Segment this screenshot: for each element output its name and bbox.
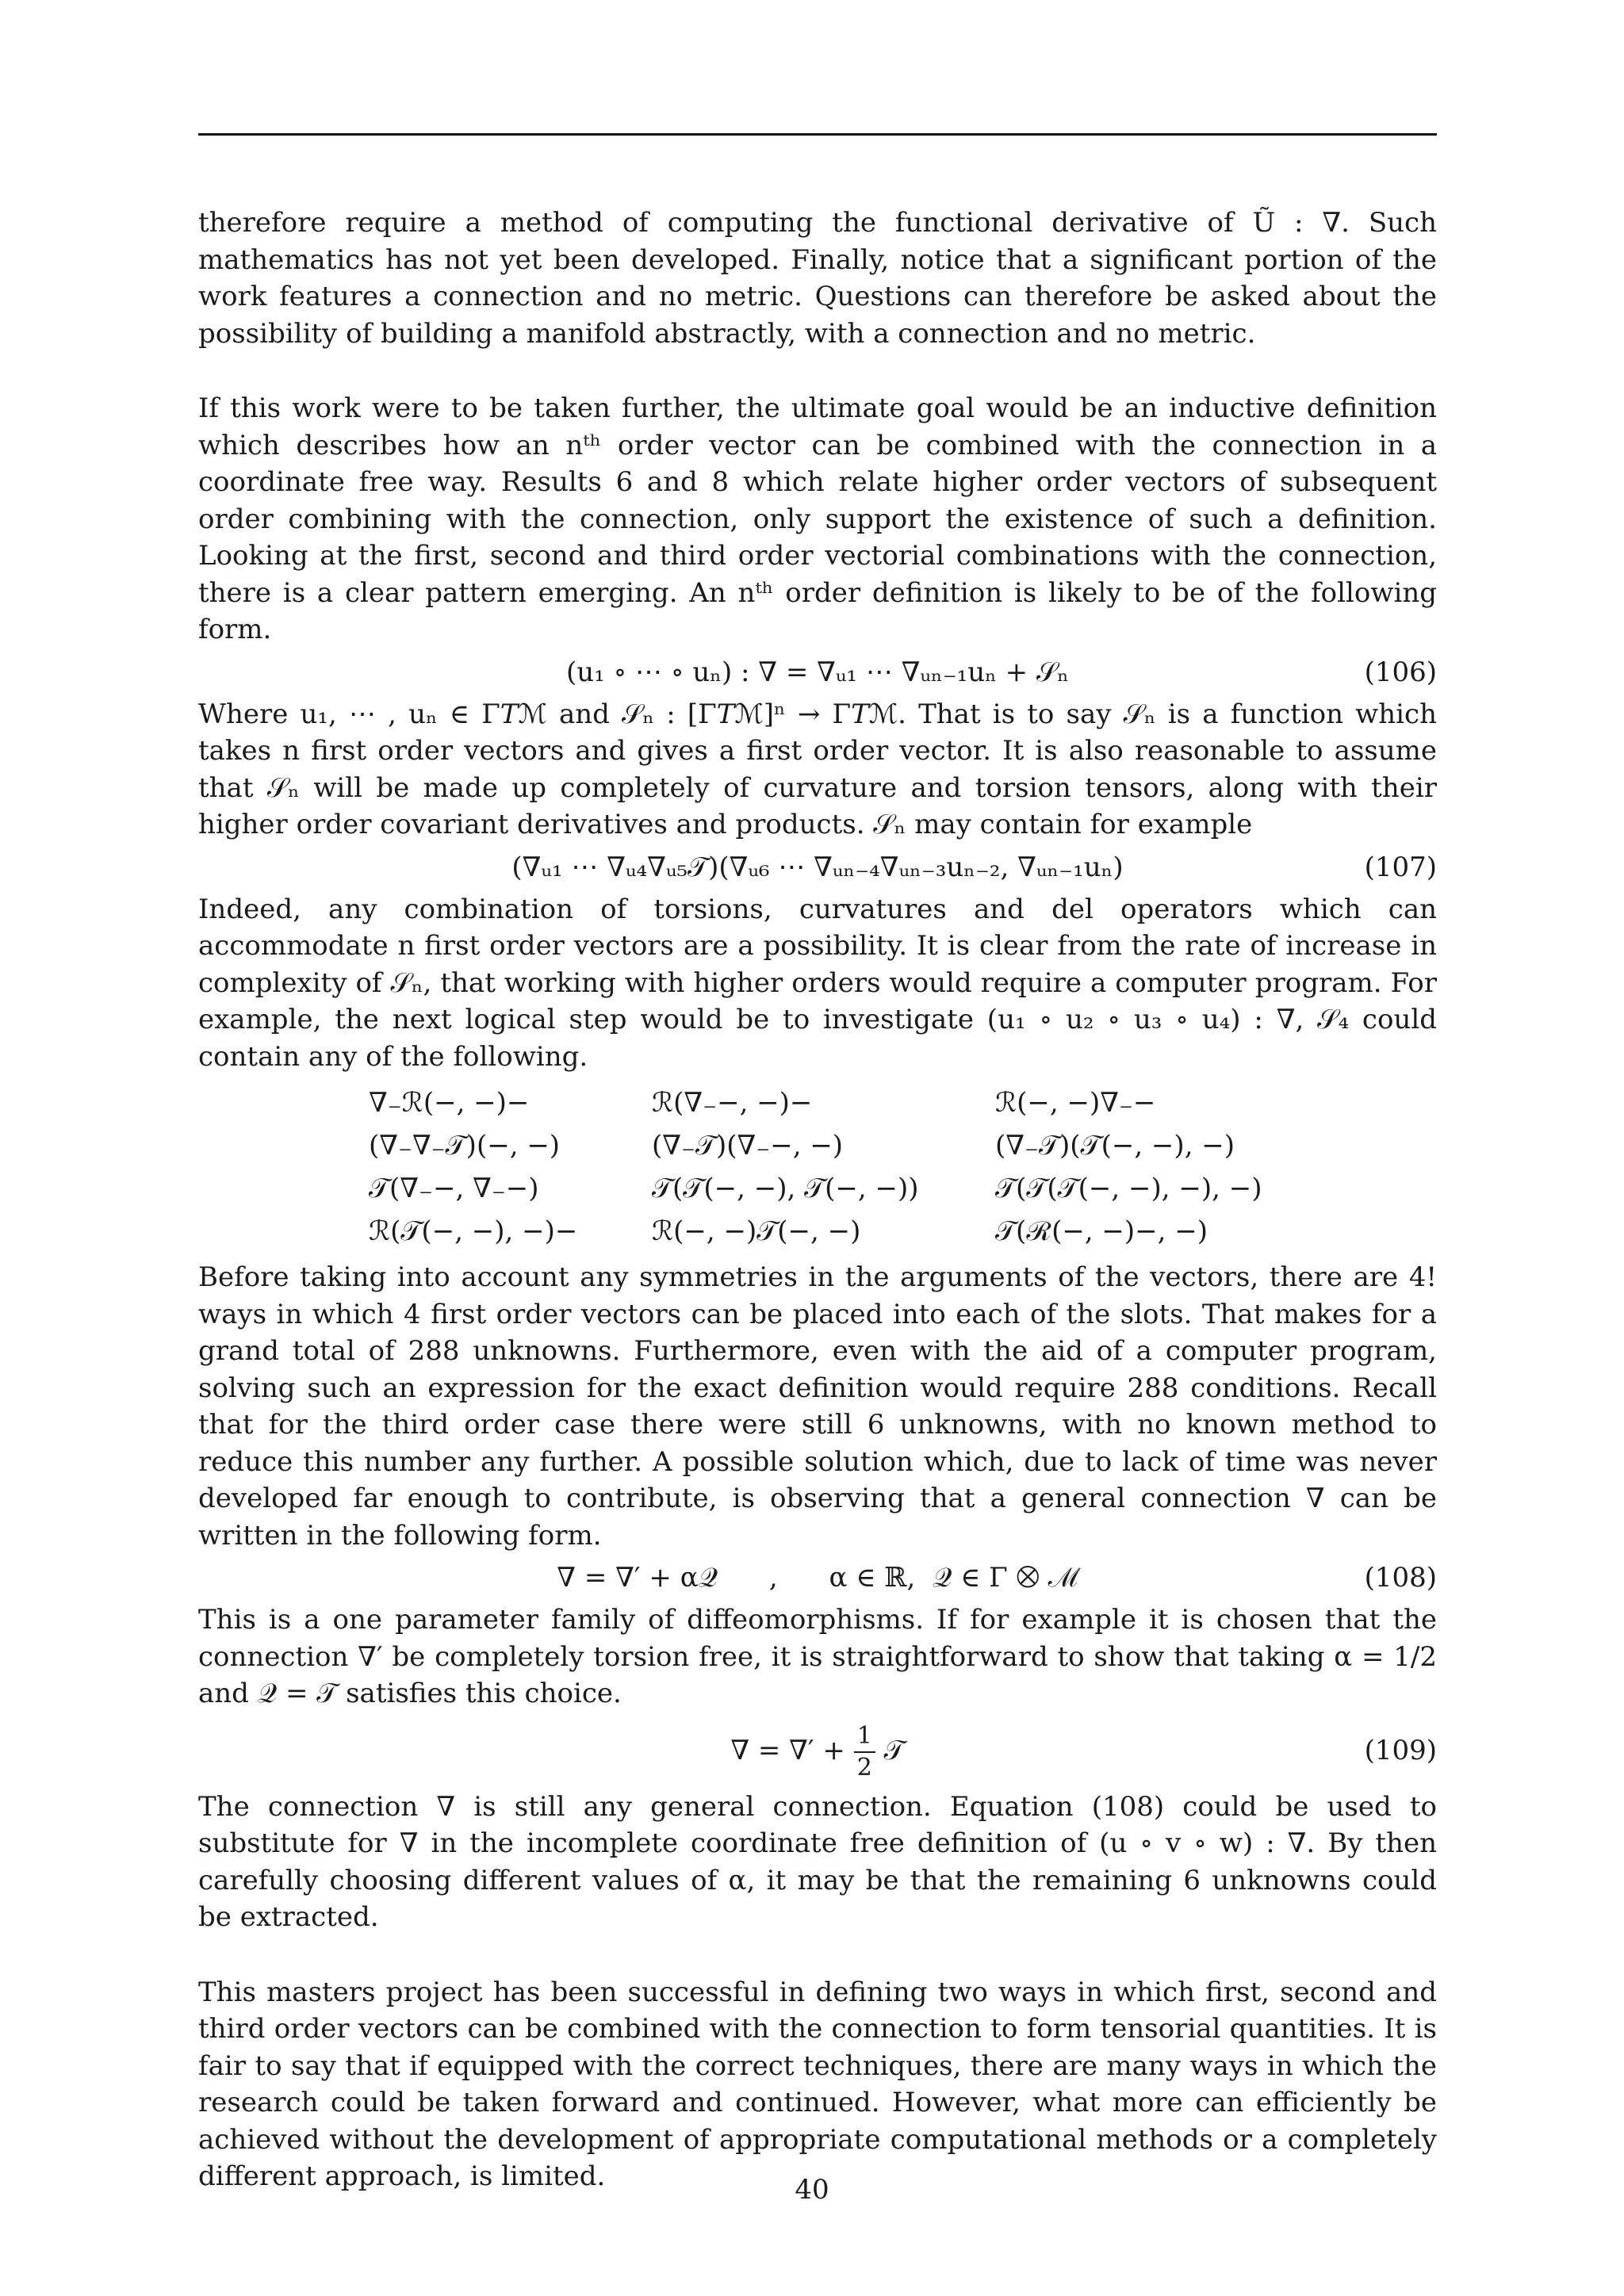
- equation-number: (109): [1364, 1734, 1437, 1766]
- fraction-denominator: 2: [856, 1753, 872, 1781]
- page-body: [198, 205, 1437, 2195]
- equation-expression: ∇ = ∇′ + α𝒬 , α ∈ ℝ, 𝒬 ∈ Γ ⨂ ℳ: [557, 1562, 1078, 1594]
- term: ℛ(∇₋−, −)−: [652, 1087, 813, 1119]
- paragraph: Where u₁, ⋯ , uₙ ∈ Γ𝑇ℳ and 𝒮ₙ : [Γ𝑇ℳ]ⁿ → Γ𝑇ℳ. That is to say 𝒮ₙ is a function which takes n first order vectors and gives a first order vector. It is also reasonable to assume that 𝒮ₙ will be made up completely of curvature and torsion tensors, along with their higher order covariant derivatives and products. 𝒮ₙ may contain for example: [198, 698, 1437, 840]
- equation-lhs: ∇ = ∇′ +: [730, 1734, 845, 1766]
- term: 𝒯(𝒯(𝒯(−, −), −), −): [995, 1173, 1262, 1204]
- paragraph: This masters project has been successful in defining two ways in which first, second and third order vectors can be combined with the connection to form tensorial quantities. It is fair to say that if equipped with the correct techniques, there are many ways in which the research could be taken forward and continued. However, what more can efficiently be achieved without the development of appropriate computational methods or a completely different approach, is limited.: [198, 1976, 1437, 2192]
- equation-expression: (∇ᵤ₁ ⋯ ∇ᵤ₄∇ᵤ₅𝒯)(∇ᵤ₆ ⋯ ∇ᵤₙ₋₄∇ᵤₙ₋₃uₙ₋₂, ∇ᵤₙ₋₁uₙ): [511, 851, 1124, 883]
- fraction: [854, 1721, 875, 1783]
- paragraph: therefore require a method of computing the functional derivative of Ũ : ∇. Such mathematics has not yet been developed. Finally, notice that a significant portion of the work features a connection and no metric. Questions can therefore be asked about the possibility of building a manifold abstractly, with a connection and no metric.: [198, 207, 1437, 350]
- term: (∇₋𝒯)(∇₋−, −): [652, 1130, 844, 1161]
- term-row: [198, 1081, 1437, 1124]
- term: 𝒯(∇₋−, ∇₋−): [369, 1173, 539, 1204]
- equation-107: [198, 844, 1437, 891]
- page-number: 40: [795, 2174, 829, 2206]
- term-row: [198, 1124, 1437, 1167]
- term-row: [198, 1210, 1437, 1253]
- equation-number: (107): [1364, 851, 1437, 883]
- fraction-numerator: 1: [854, 1721, 875, 1753]
- equation-number: (106): [1364, 656, 1437, 688]
- paragraph: The connection ∇ is still any general connection. Equation (108) could be used to substitute for ∇ in the incomplete coordinate free definition of (u ∘ v ∘ w) : ∇. By then carefully choosing different values of α, it may be that the remaining 6 unknowns could be extracted.: [198, 1790, 1437, 1933]
- term: (∇₋𝒯)(𝒯(−, −), −): [995, 1130, 1235, 1161]
- term: ℛ(−, −)𝒯(−, −): [652, 1215, 861, 1247]
- paragraph: Before taking into account any symmetries in the arguments of the vectors, there are 4! ways in which 4 first order vectors can be placed into each of the slots. That makes for a grand total of 288 unknowns. Furthermore, even with the aid of a computer program, solving such an expression for the exact definition would require 288 conditions. Recall that for the third order case there were still 6 unknowns, with no known method to reduce this number any further. A possible solution which, due to lack of time was never developed far enough to contribute, is observing that a general connection ∇ can be written in the following form.: [198, 1261, 1437, 1552]
- term: 𝒯(𝒯(−, −), 𝒯(−, −)): [652, 1173, 919, 1204]
- equation-expression: (u₁ ∘ ⋯ ∘ uₙ) : ∇ = ∇ᵤ₁ ⋯ ∇ᵤₙ₋₁uₙ + 𝒮ₙ: [565, 656, 1070, 688]
- header-rule: [198, 133, 1437, 136]
- term: (∇₋∇₋𝒯)(−, −): [369, 1130, 561, 1161]
- term: ℛ(−, −)∇₋−: [995, 1087, 1156, 1119]
- term: ∇₋ℛ(−, −)−: [369, 1087, 530, 1119]
- term: 𝒯(ℛ(−, −)−, −): [995, 1215, 1208, 1247]
- equation-number: (108): [1364, 1562, 1437, 1594]
- equation-106: [198, 649, 1437, 696]
- equation-108: [198, 1554, 1437, 1601]
- paragraph: If this work were to be taken further, the ultimate goal would be an inductive definition which describes how an nᵗʰ order vector can be combined with the connection in a coordinate free way. Results 6 and 8 which relate higher order vectors of subsequent order combining with the connection, only support the existence of such a definition. Looking at the first, second and third order vectorial combinations with the connection, there is a clear pattern emerging. An nᵗʰ order definition is likely to be of the following form.: [198, 392, 1437, 645]
- term: ℛ(𝒯(−, −), −)−: [369, 1215, 578, 1247]
- term-row: [198, 1167, 1437, 1210]
- paragraph: This is a one parameter family of diffeomorphisms. If for example it is chosen that the connection ∇′ be completely torsion free, it is straightforward to show that taking α = 1/2 and 𝒬 = 𝒯 satisfies this choice.: [198, 1604, 1437, 1709]
- term-grid: [198, 1081, 1437, 1253]
- equation-rhs: 𝒯: [883, 1734, 905, 1766]
- paragraph: Indeed, any combination of torsions, curvatures and del operators which can accommodate n first order vectors are a possibility. It is clear from the rate of increase in complexity of 𝒮ₙ, that working with higher orders would require a computer program. For example, the next logical step would be to investigate (u₁ ∘ u₂ ∘ u₃ ∘ u₄) : ∇, 𝒮₄ could contain any of the following.: [198, 893, 1437, 1073]
- equation-109: [198, 1712, 1437, 1789]
